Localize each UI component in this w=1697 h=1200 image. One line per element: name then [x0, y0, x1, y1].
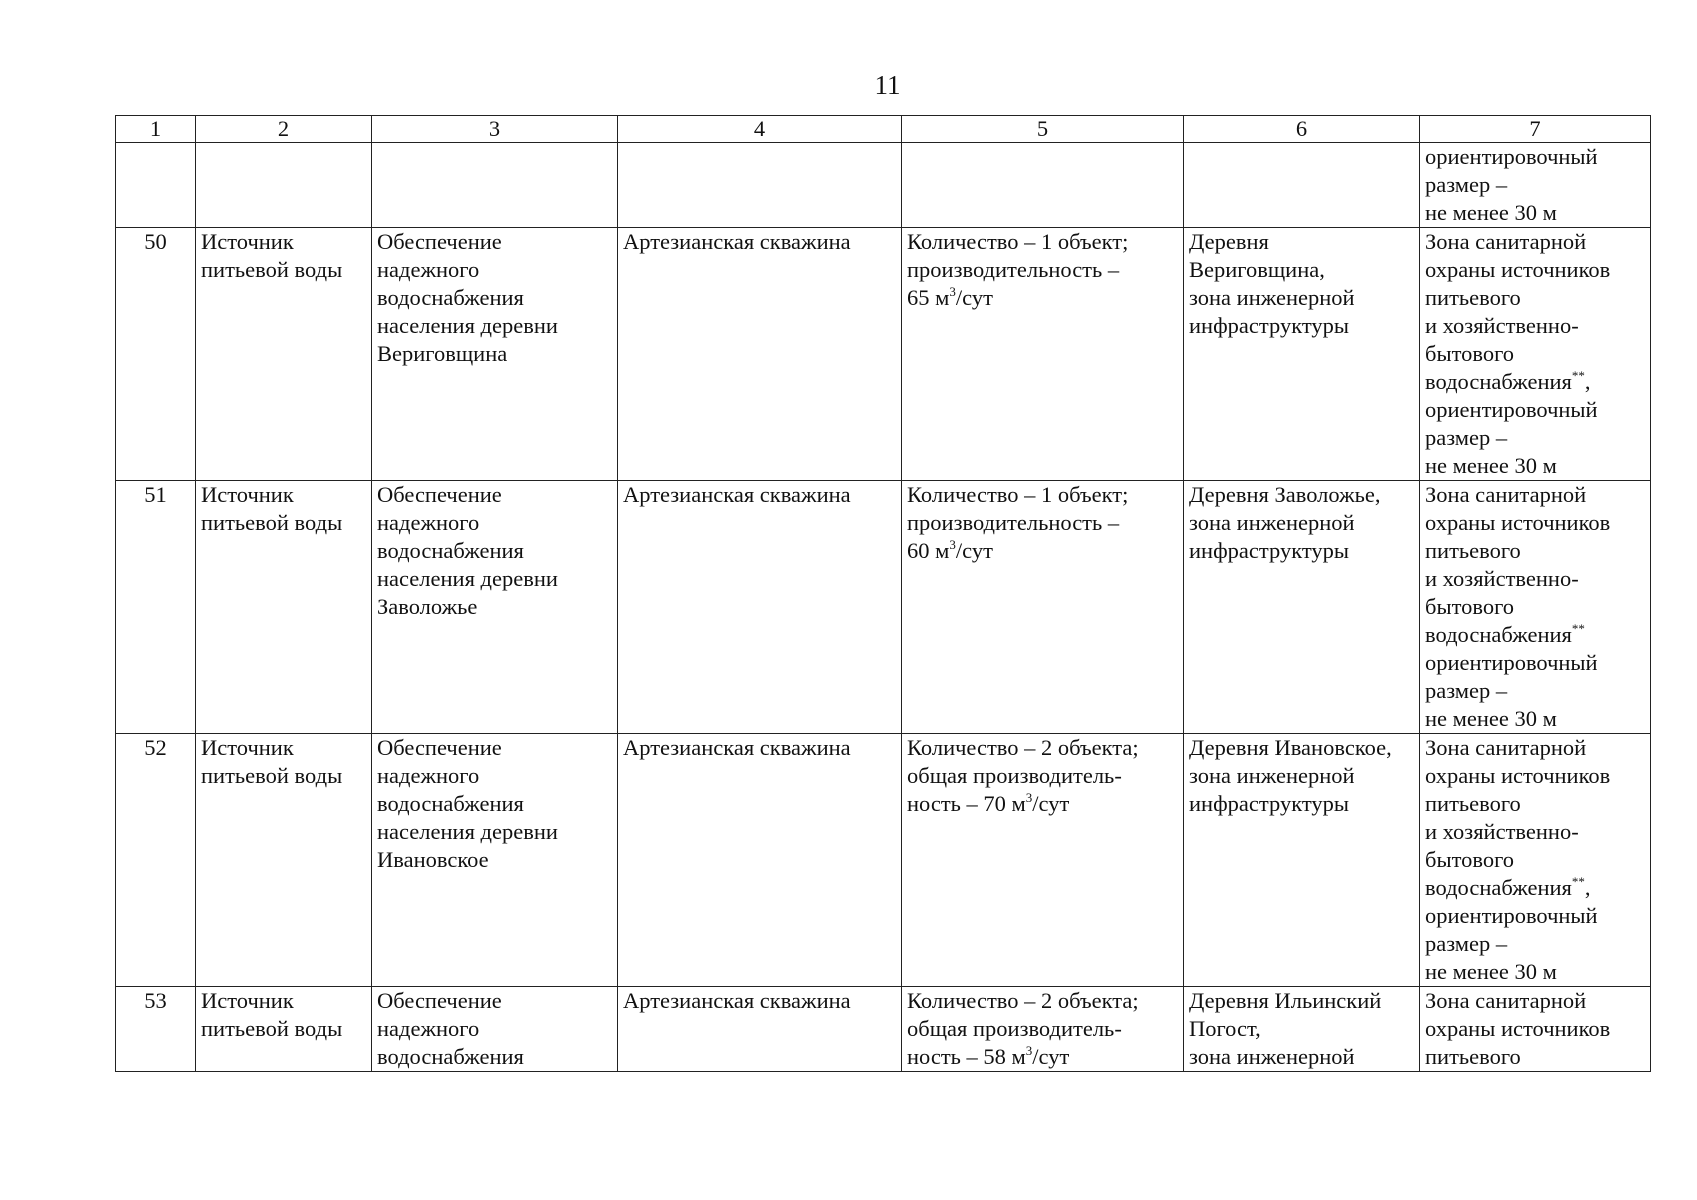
cell-location	[1184, 734, 1420, 987]
cell-line: Зона санитарной	[1425, 988, 1587, 1013]
table-row	[116, 987, 1651, 1072]
cell-empty	[902, 143, 1184, 228]
cell-line	[1425, 621, 1645, 649]
cell-characteristics	[902, 987, 1184, 1072]
cell-empty	[116, 143, 196, 228]
cell-line: охраны источников	[1425, 1016, 1611, 1041]
cell-line: питьевого	[1425, 285, 1521, 310]
cell-characteristics	[902, 481, 1184, 734]
cell-line: зона инженерной	[1189, 763, 1355, 788]
footnote-target: водоснабжения	[1425, 369, 1572, 394]
footnote-target: водоснабжения	[1425, 622, 1572, 647]
cell-zone	[1420, 143, 1651, 228]
cell-line: Количество – 1 объект;	[907, 482, 1129, 507]
cell-line: Количество – 1 объект;	[907, 229, 1129, 254]
cell-object: Артезианская скважина	[618, 734, 902, 987]
cell-line: не менее 30 м	[1425, 706, 1557, 731]
cell-line: водоснабжения	[377, 285, 524, 310]
column-number-row	[116, 116, 1651, 143]
cell-type	[196, 228, 372, 481]
table-row	[116, 228, 1651, 481]
cell-line: Количество – 2 объекта;	[907, 735, 1139, 760]
footnote-mark: **	[1571, 621, 1585, 636]
cell-type	[196, 481, 372, 734]
cell-line: населения деревни	[377, 313, 558, 338]
capacity-value: 65 м	[907, 285, 950, 310]
page-number: 11	[874, 70, 901, 100]
cell-location	[1184, 481, 1420, 734]
cell-line: Вериговщина,	[1189, 257, 1325, 282]
cell-line: Зона санитарной	[1425, 735, 1587, 760]
punctuation: ,	[1584, 369, 1591, 394]
cell-line: размер –	[1425, 931, 1508, 956]
cell-line: не менее 30 м	[1425, 200, 1557, 225]
cell-line: питьевого	[1425, 1044, 1521, 1069]
cell-zone	[1420, 987, 1651, 1072]
cell-line: не менее 30 м	[1425, 959, 1557, 984]
cell-line: ориентировочный	[1425, 144, 1598, 169]
cell-line: Заволожье	[377, 594, 478, 619]
cell-line: питьевой воды	[201, 1016, 343, 1041]
cell-line: инфраструктуры	[1189, 313, 1349, 338]
cell-line: ориентировочный	[1425, 650, 1598, 675]
cell-line: Деревня Ивановское,	[1189, 735, 1392, 760]
cell-line: надежного	[377, 1016, 480, 1041]
column-number: 2	[196, 116, 372, 143]
cell-line	[907, 537, 1178, 565]
cell-line: надежного	[377, 510, 480, 535]
column-number: 1	[116, 116, 196, 143]
cell-line: размер –	[1425, 425, 1508, 450]
table-row	[116, 481, 1651, 734]
cell-line: Деревня Заволожье,	[1189, 482, 1381, 507]
cell-line: размер –	[1425, 172, 1508, 197]
cell-line: охраны источников	[1425, 510, 1611, 535]
superscript: 3	[1025, 1043, 1033, 1058]
column-number: 7	[1420, 116, 1651, 143]
cell-type	[196, 987, 372, 1072]
column-number: 4	[618, 116, 902, 143]
cell-line: Ивановское	[377, 847, 489, 872]
cell-line	[907, 790, 1178, 818]
continuation-row	[116, 143, 1651, 228]
footnote-mark: **	[1571, 874, 1585, 889]
capacity-value: 60 м	[907, 538, 950, 563]
cell-line: ориентировочный	[1425, 397, 1598, 422]
cell-line: инфраструктуры	[1189, 538, 1349, 563]
cell-number: 51	[116, 481, 196, 734]
cell-zone	[1420, 228, 1651, 481]
capacity-unit: /сут	[1032, 791, 1070, 816]
cell-number: 52	[116, 734, 196, 987]
cell-line: водоснабжения	[377, 538, 524, 563]
cell-type	[196, 734, 372, 987]
footnote-target: водоснабжения	[1425, 875, 1572, 900]
cell-number: 53	[116, 987, 196, 1072]
cell-line: водоснабжения	[377, 791, 524, 816]
cell-line: надежного	[377, 257, 480, 282]
cell-line: не менее 30 м	[1425, 453, 1557, 478]
cell-object: Артезианская скважина	[618, 228, 902, 481]
cell-line: Обеспечение	[377, 735, 502, 760]
cell-line: Деревня	[1189, 229, 1269, 254]
cell-line	[907, 284, 1178, 312]
capacity-value: ность – 70 м	[907, 791, 1026, 816]
cell-empty	[1184, 143, 1420, 228]
capacity-unit: /сут	[1032, 1044, 1070, 1069]
cell-line: питьевой воды	[201, 510, 343, 535]
cell-line	[1425, 368, 1645, 396]
capacity-value: ность – 58 м	[907, 1044, 1026, 1069]
cell-line: общая производитель-	[907, 763, 1122, 788]
cell-line: Источник	[201, 482, 294, 507]
cell-line: и хозяйственно-	[1425, 566, 1579, 591]
cell-line: общая производитель-	[907, 1016, 1122, 1041]
cell-line: надежного	[377, 763, 480, 788]
cell-line: зона инженерной	[1189, 285, 1355, 310]
cell-line: Зона санитарной	[1425, 229, 1587, 254]
cell-line: Деревня Ильинский	[1189, 988, 1382, 1013]
cell-line	[907, 1043, 1178, 1071]
cell-location	[1184, 987, 1420, 1072]
cell-line: Обеспечение	[377, 482, 502, 507]
cell-zone	[1420, 481, 1651, 734]
cell-line: бытового	[1425, 594, 1514, 619]
cell-line: производительность –	[907, 510, 1120, 535]
table-row	[116, 734, 1651, 987]
cell-line: инфраструктуры	[1189, 791, 1349, 816]
cell-line: размер –	[1425, 678, 1508, 703]
cell-line: бытового	[1425, 847, 1514, 872]
cell-characteristics	[902, 734, 1184, 987]
cell-line: Погост,	[1189, 1016, 1261, 1041]
cell-line: охраны источников	[1425, 763, 1611, 788]
cell-line: производительность –	[907, 257, 1120, 282]
cell-purpose	[372, 734, 618, 987]
cell-line: Источник	[201, 735, 294, 760]
cell-line: Вериговщина	[377, 341, 508, 366]
column-number: 6	[1184, 116, 1420, 143]
cell-object: Артезианская скважина	[618, 481, 902, 734]
cell-number: 50	[116, 228, 196, 481]
cell-line: охраны источников	[1425, 257, 1611, 282]
cell-line: зона инженерной	[1189, 510, 1355, 535]
cell-line: Обеспечение	[377, 229, 502, 254]
cell-line: населения деревни	[377, 566, 558, 591]
column-number: 3	[372, 116, 618, 143]
superscript: 3	[949, 284, 956, 299]
superscript: 3	[1025, 790, 1033, 805]
capacity-unit: /сут	[955, 538, 993, 563]
punctuation: ,	[1584, 875, 1591, 900]
cell-purpose	[372, 987, 618, 1072]
footnote-mark: **	[1571, 368, 1585, 383]
cell-line: населения деревни	[377, 819, 558, 844]
cell-object: Артезианская скважина	[618, 987, 902, 1072]
cell-line: питьевой воды	[201, 763, 343, 788]
cell-line: и хозяйственно-	[1425, 819, 1579, 844]
cell-line: питьевого	[1425, 791, 1521, 816]
cell-empty	[196, 143, 372, 228]
cell-line: питьевого	[1425, 538, 1521, 563]
cell-line: ориентировочный	[1425, 903, 1598, 928]
cell-line: Количество – 2 объекта;	[907, 988, 1139, 1013]
cell-line: водоснабжения	[377, 1044, 524, 1069]
cell-characteristics	[902, 228, 1184, 481]
cell-empty	[618, 143, 902, 228]
cell-purpose	[372, 228, 618, 481]
cell-line	[1425, 874, 1645, 902]
cell-purpose	[372, 481, 618, 734]
column-number: 5	[902, 116, 1184, 143]
cell-line: питьевой воды	[201, 257, 343, 282]
capacity-unit: /сут	[955, 285, 993, 310]
cell-line: Зона санитарной	[1425, 482, 1587, 507]
objects-table	[115, 115, 1651, 1072]
cell-line: и хозяйственно-	[1425, 313, 1579, 338]
cell-zone	[1420, 734, 1651, 987]
cell-line: зона инженерной	[1189, 1044, 1355, 1069]
superscript: 3	[949, 537, 956, 552]
cell-line: Источник	[201, 229, 294, 254]
cell-line: Обеспечение	[377, 988, 502, 1013]
cell-empty	[372, 143, 618, 228]
cell-line: Источник	[201, 988, 294, 1013]
cell-line: бытового	[1425, 341, 1514, 366]
cell-location	[1184, 228, 1420, 481]
